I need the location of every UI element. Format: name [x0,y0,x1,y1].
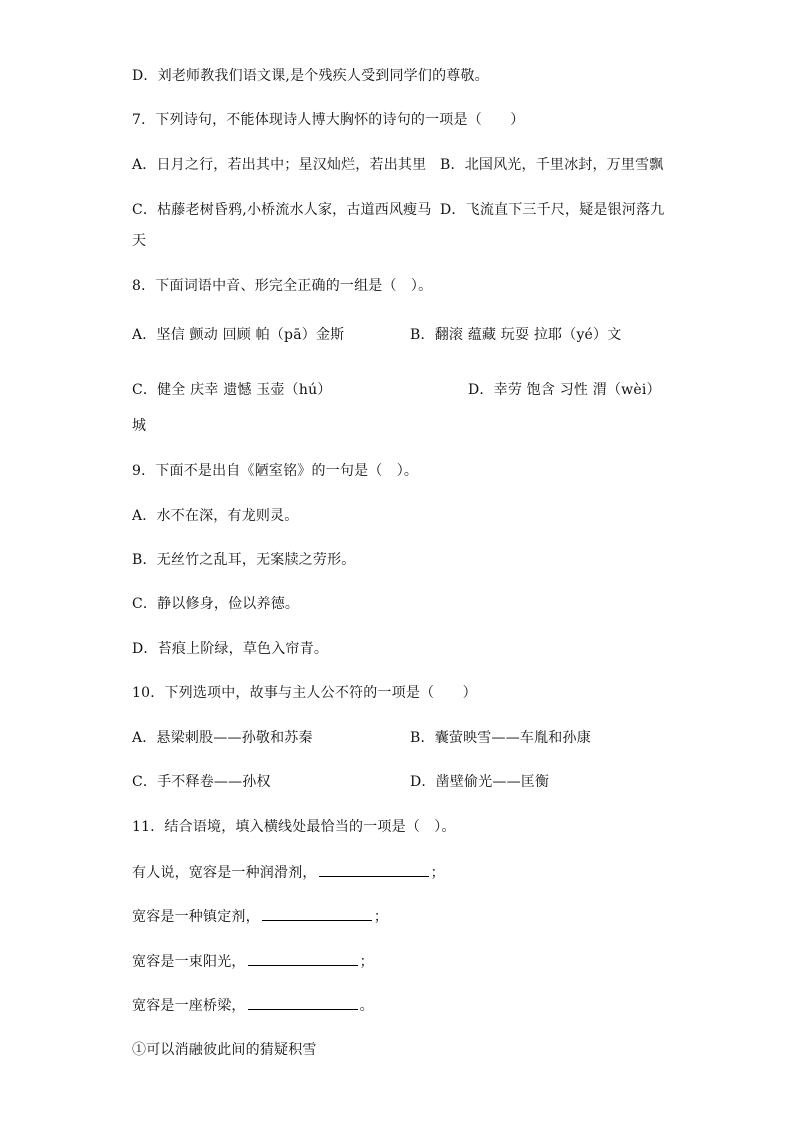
fill-blank-3 [248,951,358,966]
fill-blank-1 [319,862,429,877]
q9-option-d: D．苔痕上阶绿，草色入帘青。 [132,641,329,657]
q7-option-d: D．飞流直下三千尺，疑是银河落九 [440,202,665,218]
passage-line-4 [132,995,374,1016]
passage-line-3-end: ； [359,954,374,970]
q9-option-b: B．无丝竹之乱耳，无案牍之劳形。 [132,552,356,568]
q8-option-b: B．翻滚 蕴藏 玩耍 拉耶（yé）文 [410,327,622,343]
q8-option-d-wrap: 城 [132,418,147,434]
q8-option-a: A．坚信 颤动 回顾 帕（pā）金斯 [132,327,345,343]
fill-blank-4 [248,995,358,1010]
q7-option-a: A．日月之行，若出其中；星汉灿烂，若出其里 [132,157,427,173]
q10-option-d: D．凿壁偷光——匡衡 [410,774,550,790]
question-8: 8．下面词语中音、形完全正确的一组是（ ）。 [132,278,433,294]
q7-option-b: B．北国风光，千里冰封，万里雪飘 [440,157,664,173]
q8-option-c: C．健全 庆幸 遗憾 玉壶（hú） [132,382,332,398]
passage-line-1-text: 有人说，宽容是一种润滑剂， [132,865,317,881]
q10-option-a: A．悬梁刺股——孙敬和苏秦 [132,730,313,746]
q7-option-c: C．枯藤老树昏鸦,小桥流水人家，古道西风瘦马 [132,202,432,218]
question-7: 7．下列诗句，不能体现诗人博大胸怀的诗句的一项是（ ） [132,112,525,128]
option-d-q6: D．刘老师教我们语文课,是个残疾人受到同学们的尊敬。 [132,68,489,84]
question-9: 9．下面不是出自《陋室铭》的一句是（ ）。 [132,463,419,479]
passage-line-2 [132,906,388,927]
q10-option-c: C．手不释卷——孙权 [132,774,271,790]
passage-line-3 [132,951,374,972]
passage-line-4-text: 宽容是一座桥梁， [132,998,246,1014]
passage-line-3-text: 宽容是一束阳光， [132,954,246,970]
q7-option-d-wrap: 天 [132,233,147,249]
passage-line-2-text: 宽容是一种镇定剂， [132,909,260,925]
q10-option-b: B．囊萤映雪——车胤和孙康 [410,730,591,746]
q11-choice-1: ①可以消融彼此间的猜疑积雪 [132,1042,317,1058]
q9-option-c: C．静以修身，俭以养德。 [132,596,300,612]
passage-line-2-end: ； [373,909,389,925]
passage-line-1 [132,862,445,883]
fill-blank-2 [262,906,372,921]
question-11: 11．结合语境，填入横线处最恰当的一项是（ ）。 [132,819,456,835]
passage-line-4-end: 。 [359,998,374,1014]
passage-line-1-end: ； [430,865,445,881]
question-10: 10．下列选项中，故事与主人公不符的一项是（ ） [132,685,477,701]
q9-option-a: A．水不在深，有龙则灵。 [132,508,299,524]
q8-option-d: D．幸劳 饱含 习性 渭（wèi） [468,382,661,398]
